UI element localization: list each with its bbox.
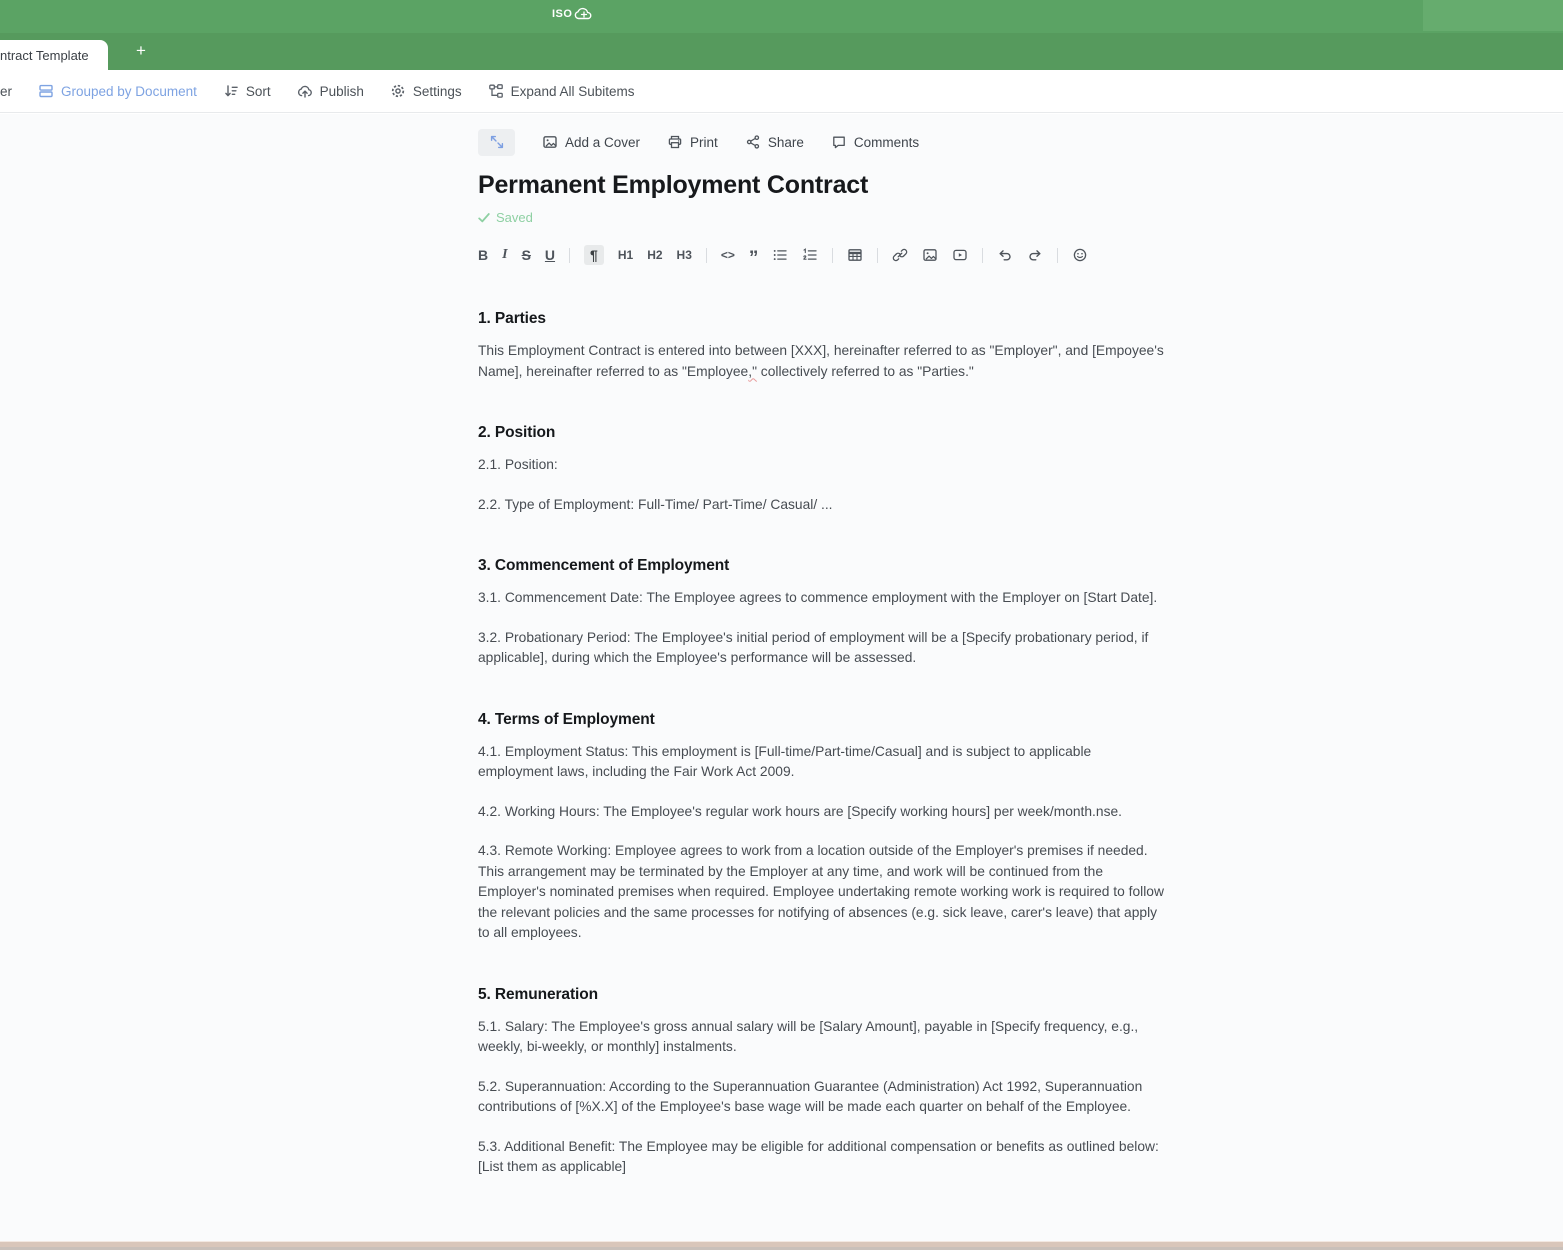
- spellcheck-flagged-text: ,": [748, 363, 757, 379]
- emoji-icon[interactable]: [1072, 247, 1088, 263]
- comments-button[interactable]: [831, 134, 919, 150]
- expand-document-button[interactable]: [478, 129, 515, 156]
- subitems-tree-icon: [488, 83, 504, 99]
- expand-all-subitems-button[interactable]: [488, 83, 635, 99]
- paragraph-text: collectively referred to as "Parties.": [756, 363, 974, 379]
- blockquote-button[interactable]: ”: [748, 248, 759, 269]
- numbered-list-icon[interactable]: [802, 247, 818, 263]
- publish-icon: [297, 83, 313, 99]
- tab-bar: [0, 33, 1563, 70]
- publish-button[interactable]: [297, 83, 364, 99]
- section-paragraph: 4.2. Working Hours: The Employee's regular work hours are [Specify working hours] per week/month.nse.: [478, 803, 1122, 819]
- section-paragraph: [478, 341, 1170, 382]
- bullet-list-icon[interactable]: [772, 247, 788, 263]
- strikethrough-button[interactable]: S: [521, 247, 531, 263]
- section-paragraph: 5.2. Superannuation: According to the Superannuation Guarantee (Administration) Act 1992, Superannuation contributions of [%X.X] of the Employee's base wage will be made each quarter on behalf of the Employee.: [478, 1078, 1143, 1114]
- topbar-corner-highlight: [1423, 0, 1563, 31]
- window-bottom-edge: [0, 1241, 1563, 1250]
- section-heading: 2. Position: [478, 424, 556, 441]
- paragraph-text: This Employment Contract is entered into between [XXX], hereinafter referred to as "Employer", and [Empoyee's Name], hereinafter referred to as "Employee: [478, 343, 1164, 379]
- filter-button-clipped[interactable]: er: [0, 83, 13, 99]
- code-button[interactable]: <>: [720, 248, 735, 262]
- comments-label: Comments: [853, 134, 920, 150]
- section-position: [478, 424, 1170, 515]
- comment-icon: [831, 134, 847, 150]
- printer-icon: [667, 134, 683, 150]
- tab-contract-template[interactable]: [0, 40, 108, 70]
- share-label: Share: [767, 134, 804, 150]
- new-tab-button[interactable]: [130, 39, 152, 63]
- image-icon: [542, 134, 558, 150]
- paragraph-button[interactable]: ¶: [584, 245, 604, 265]
- check-icon: [478, 213, 490, 223]
- toolbar-separator: [877, 248, 878, 263]
- redo-icon[interactable]: [1027, 247, 1043, 263]
- print-label: Print: [690, 134, 718, 150]
- toolbar-separator: [832, 248, 833, 263]
- toolbar-separator: [569, 248, 570, 263]
- bold-button[interactable]: B: [478, 247, 489, 263]
- editor-format-toolbar: [478, 245, 1170, 269]
- share-icon: [745, 134, 761, 150]
- heading3-button[interactable]: H3: [676, 248, 692, 262]
- save-status-label: Saved: [496, 210, 533, 225]
- section-heading: 4. Terms of Employment: [478, 710, 655, 728]
- section-paragraph: 4.3. Remote Working: Employee agrees to work from a location outside of the Employer's premises if needed. This arrangement may be terminated by the Employer at any time, and work will be continued from the Employer's nominated premises when required. Employee undertaking remote working work is required to follow the relevant policies and the same processes for notifying of absences (e.g. sick leave, carer's leave) that apply to all employees.: [478, 843, 1164, 940]
- settings-button[interactable]: [390, 83, 462, 99]
- section-paragraph: 5.3. Additional Benefit: The Employee may be eligible for additional compensation or benefits as outlined below:: [478, 1138, 1159, 1154]
- plus-icon: +: [136, 41, 146, 60]
- document-toolbar: [478, 128, 1170, 156]
- section-paragraph: 3.2. Probationary Period: The Employee's initial period of employment will be a [Specify probationary period, if applicable], during which the Employee's performance will be assessed.: [478, 629, 1149, 665]
- print-button[interactable]: [667, 134, 718, 150]
- document-body[interactable]: [478, 310, 1170, 1178]
- logo-text: ISO: [552, 8, 573, 20]
- top-app-bar: [0, 0, 1563, 33]
- heading2-button[interactable]: H2: [647, 248, 663, 262]
- share-button[interactable]: [745, 134, 804, 150]
- publish-label: Publish: [319, 83, 364, 99]
- sort-icon: [223, 83, 239, 99]
- section-paragraph: 3.1. Commencement Date: The Employee agrees to commence employment with the Employer on [Start Date].: [478, 590, 1158, 605]
- section-terms: [478, 711, 1170, 944]
- insert-image-icon[interactable]: [922, 247, 938, 263]
- diagonal-expand-icon: [489, 134, 505, 150]
- section-heading: 5. Remuneration: [478, 985, 598, 1003]
- section-parties: [478, 310, 1170, 382]
- section-heading: 3. Commencement of Employment: [478, 557, 730, 574]
- section-remuneration: [478, 986, 1170, 1178]
- heading1-button[interactable]: H1: [617, 248, 634, 262]
- section-commencement: [478, 557, 1170, 669]
- section-paragraph: 2.2. Type of Employment: Full-Time/ Part-Time/ Casual/ ...: [478, 496, 833, 512]
- underline-button[interactable]: U: [544, 247, 556, 263]
- italic-button[interactable]: I: [502, 247, 508, 262]
- expand-all-subitems-label: Expand All Subitems: [510, 83, 635, 99]
- link-icon[interactable]: [892, 247, 908, 263]
- cloud-logo-icon: [573, 5, 595, 23]
- table-icon[interactable]: [847, 247, 863, 263]
- content-area: [0, 114, 1563, 1241]
- video-icon[interactable]: [952, 247, 968, 263]
- section-paragraph: 5.1. Salary: The Employee's gross annual salary will be [Salary Amount], payable in [Specify frequency, e.g., weekly, bi-weekly, or monthly] instalments.: [478, 1018, 1139, 1054]
- add-cover-button[interactable]: [542, 134, 640, 150]
- grouped-by-document-button[interactable]: [38, 83, 197, 99]
- sort-button[interactable]: [223, 83, 271, 99]
- section-paragraph: 2.1. Position:: [478, 457, 558, 472]
- app-logo: [552, 5, 595, 23]
- section-paragraph: 4.1. Employment Status: This employment is [Full-time/Part-time/Casual] and is subject to applicable employment laws, including the Fair Work Act 2009.: [478, 743, 1092, 779]
- toolbar-separator: [1057, 248, 1058, 263]
- grouped-by-document-label: Grouped by Document: [61, 83, 197, 99]
- undo-icon[interactable]: [997, 247, 1013, 263]
- save-status: [478, 210, 1170, 225]
- document-panel: [478, 114, 1170, 1178]
- add-cover-label: Add a Cover: [565, 134, 641, 150]
- toolbar-separator: [706, 248, 707, 263]
- gear-icon: [390, 83, 406, 99]
- section-paragraph: [List them as applicable]: [478, 1159, 627, 1174]
- section-heading: 1. Parties: [478, 310, 546, 327]
- tab-label: ntract Template: [0, 47, 89, 63]
- toolbar-separator: [982, 248, 983, 263]
- view-toolbar: [0, 70, 1563, 113]
- document-title[interactable]: Permanent Employment Contract: [478, 171, 869, 199]
- settings-label: Settings: [412, 83, 462, 99]
- sort-label: Sort: [245, 83, 271, 99]
- group-icon: [38, 83, 54, 99]
